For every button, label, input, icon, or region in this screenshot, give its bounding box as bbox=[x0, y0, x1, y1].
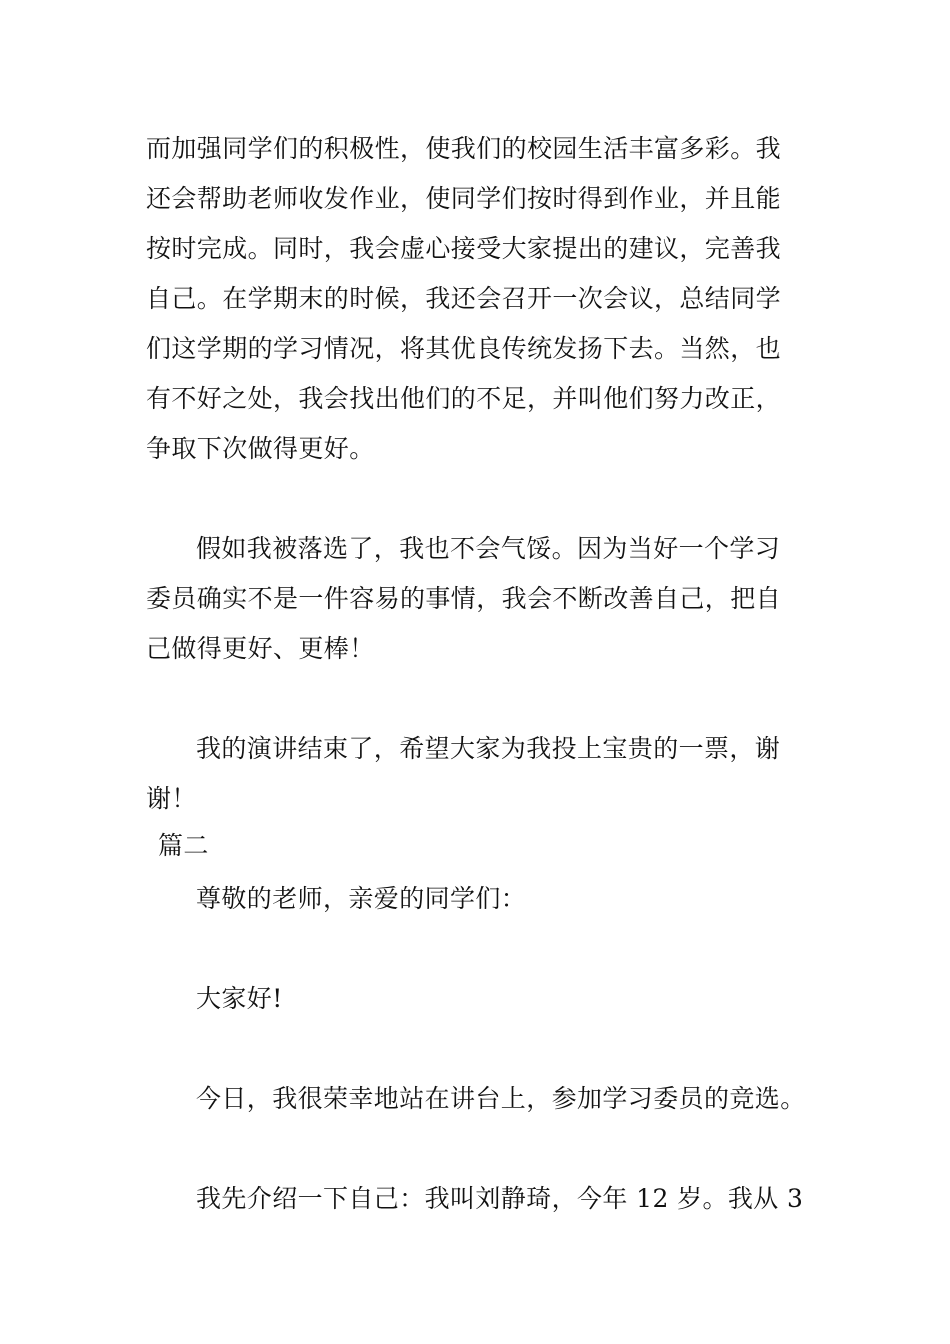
salutation: 尊敬的老师，亲爱的同学们： bbox=[196, 884, 527, 913]
text-line: 今日，我很荣幸地站在讲台上，参加学习委员的竞选。 bbox=[196, 1084, 806, 1113]
text-line: 有不好之处，我会找出他们的不足，并叫他们努力改正， bbox=[146, 384, 782, 413]
text-line: 自己。在学期末的时候，我还会召开一次会议，总结同学 bbox=[146, 284, 782, 313]
greeting: 大家好! bbox=[196, 984, 283, 1013]
text-line: 们这学期的学习情况，将其优良传统发扬下去。当然，也 bbox=[146, 334, 782, 363]
text-line: 假如我被落选了，我也不会气馁。因为当好一个学习 bbox=[196, 534, 781, 563]
text-line: 委员确实不是一件容易的事情，我会不断改善自己，把自 bbox=[146, 584, 782, 613]
text-line: 我的演讲结束了，希望大家为我投上宝贵的一票，谢 bbox=[196, 734, 781, 763]
text-line: 我先介绍一下自己：我叫刘静琦，今年 12 岁。我从 3 bbox=[196, 1184, 804, 1213]
text-line: 己做得更好、更棒！ bbox=[146, 634, 375, 663]
text-line: 谢！ bbox=[146, 784, 197, 813]
section-heading: 篇二 bbox=[158, 831, 209, 860]
text-line: 而加强同学们的积极性，使我们的校园生活丰富多彩。我 bbox=[146, 134, 782, 163]
text-line: 按时完成。同时，我会虚心接受大家提出的建议，完善我 bbox=[146, 234, 782, 263]
text-line: 还会帮助老师收发作业，使同学们按时得到作业，并且能 bbox=[146, 184, 782, 213]
text-line: 争取下次做得更好。 bbox=[146, 434, 375, 463]
